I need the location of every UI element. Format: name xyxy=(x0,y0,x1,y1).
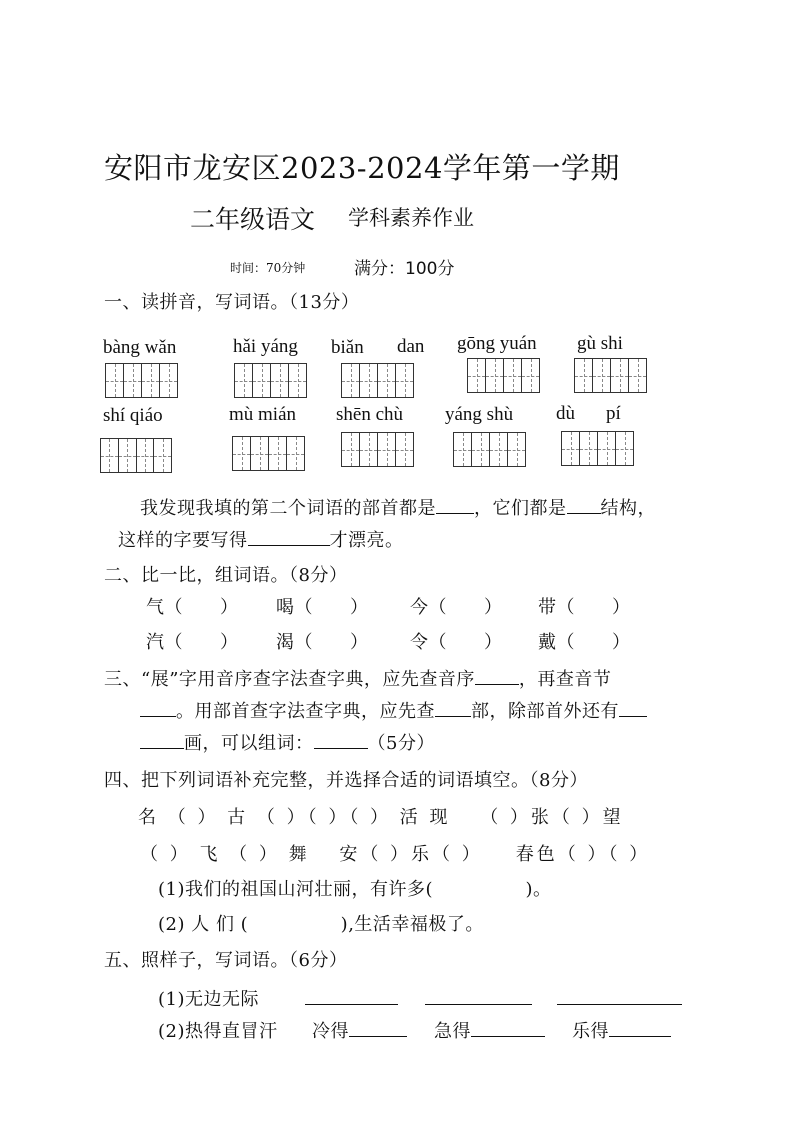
q4-words-row1[interactable]: 名 （ ） 古 （ ）（ ）（ ） 活 现 （ ）张（ ）望 xyxy=(138,807,624,828)
answer-blank[interactable] xyxy=(609,1018,671,1037)
answer-blank[interactable] xyxy=(471,1018,545,1037)
writing-grid[interactable] xyxy=(232,436,305,471)
writing-grid[interactable] xyxy=(453,432,526,467)
q2-item[interactable]: 带（ ） xyxy=(538,597,631,618)
q2-item[interactable]: 令（ ） xyxy=(410,632,503,653)
exam-title: 安阳市龙安区2023-2024学年第一学期 xyxy=(104,151,620,185)
q3-text: 部，除部首外还有 xyxy=(471,701,619,722)
q5-text: 冷得 xyxy=(312,1021,349,1042)
q5-blank-group xyxy=(312,1017,407,1043)
answer-blank[interactable] xyxy=(436,495,474,514)
q2-heading: 二、比一比，组词语。（8分） xyxy=(104,565,348,586)
q3-text: ，再查音节 xyxy=(518,669,612,690)
q5-text: 乐得 xyxy=(572,1021,609,1042)
q3-line1 xyxy=(104,665,611,691)
q1-note-text: 才漂亮。 xyxy=(329,530,404,551)
q2-item[interactable]: 今（ ） xyxy=(410,597,503,618)
q1-note-line1 xyxy=(140,494,656,520)
writing-grid[interactable] xyxy=(561,431,634,466)
answer-line[interactable] xyxy=(305,1004,398,1005)
q5-item-2 xyxy=(158,1017,278,1043)
q1-note-line2 xyxy=(118,526,404,552)
q5-blank-group xyxy=(434,1017,545,1043)
q1-note-text: ，它们都是 xyxy=(474,498,567,519)
q5-blank-group xyxy=(572,1017,671,1043)
pinyin: dù xyxy=(556,403,575,424)
writing-grid[interactable] xyxy=(341,363,414,398)
pinyin: gù shi xyxy=(577,333,623,354)
answer-blank[interactable] xyxy=(140,698,176,717)
q2-item[interactable]: 渴（ ） xyxy=(276,632,369,653)
writing-grid[interactable] xyxy=(234,363,307,398)
exam-subtitle-grade: 二年级语文 xyxy=(190,205,316,234)
writing-grid[interactable] xyxy=(341,432,414,467)
q4-words-row2[interactable]: （ ） 飞 （ ） 舞 安（ ）乐（ ） 春色（ ）（ ） xyxy=(140,844,651,865)
q5-text: 急得 xyxy=(434,1021,471,1042)
q2-item[interactable]: 戴（ ） xyxy=(538,632,631,653)
q5-text: (2)热得直冒汗 xyxy=(158,1021,278,1042)
answer-blank[interactable] xyxy=(248,527,330,546)
writing-grid[interactable] xyxy=(105,363,178,398)
answer-blank[interactable] xyxy=(567,495,601,514)
q1-heading: 一、读拼音，写词语。（13分） xyxy=(104,292,360,313)
q1-note-text: 结构， xyxy=(600,498,656,519)
pinyin: biǎn xyxy=(331,337,364,358)
answer-blank[interactable] xyxy=(435,698,471,717)
q2-item[interactable]: 气（ ） xyxy=(146,597,239,618)
exam-subtitle-type: 学科素养作业 xyxy=(348,206,474,230)
writing-grid[interactable] xyxy=(467,358,540,393)
pinyin: hǎi yáng xyxy=(233,336,298,357)
q5-heading: 五、照样子，写词语。（6分） xyxy=(104,950,348,971)
answer-blank[interactable] xyxy=(619,698,647,717)
pinyin: dan xyxy=(397,336,425,357)
q3-line2 xyxy=(140,697,647,723)
pinyin: mù mián xyxy=(229,404,297,425)
q2-item[interactable]: 汽（ ） xyxy=(146,632,239,653)
answer-blank[interactable] xyxy=(349,1018,407,1037)
exam-score: 满分：100分 xyxy=(354,259,455,279)
q3-text: 画，可以组词： xyxy=(184,733,314,754)
writing-grid[interactable] xyxy=(574,358,647,393)
answer-blank[interactable] xyxy=(475,666,519,685)
exam-time: 时间：70分钟 xyxy=(230,261,306,275)
answer-line[interactable] xyxy=(425,1004,532,1005)
pinyin: yáng shù xyxy=(445,404,514,425)
q3-text: （5分） xyxy=(367,733,435,754)
q3-text: 三、“展”字用音序查字法查字典，应先查音序 xyxy=(104,669,475,690)
writing-grid[interactable] xyxy=(100,438,172,473)
q4-sentence-1[interactable]: (1)我们的祖国山河壮丽，有许多( )。 xyxy=(158,879,552,900)
q4-sentence-2[interactable]: (2) 人 们 ( ),生活幸福极了。 xyxy=(158,914,484,935)
q4-heading: 四、把下列词语补充完整，并选择合适的词语填空。（8分） xyxy=(104,770,588,791)
answer-blank[interactable] xyxy=(140,730,184,749)
pinyin: bàng wǎn xyxy=(103,337,177,358)
q1-note-text: 我发现我填的第二个词语的部首都是 xyxy=(140,498,436,519)
q1-note-text: 这样的字要写得 xyxy=(118,530,248,551)
q3-text: 。用部首查字法查字典，应先查 xyxy=(176,701,435,722)
pinyin: shí qiáo xyxy=(103,405,163,426)
q3-line3 xyxy=(140,729,435,755)
pinyin: gōng yuán xyxy=(457,333,537,354)
pinyin: pí xyxy=(606,403,621,424)
answer-line[interactable] xyxy=(557,1004,682,1005)
q5-example: (1)无边无际 xyxy=(158,989,259,1010)
q2-item[interactable]: 喝（ ） xyxy=(276,597,369,618)
pinyin: shēn chù xyxy=(336,404,404,425)
answer-blank[interactable] xyxy=(314,730,368,749)
